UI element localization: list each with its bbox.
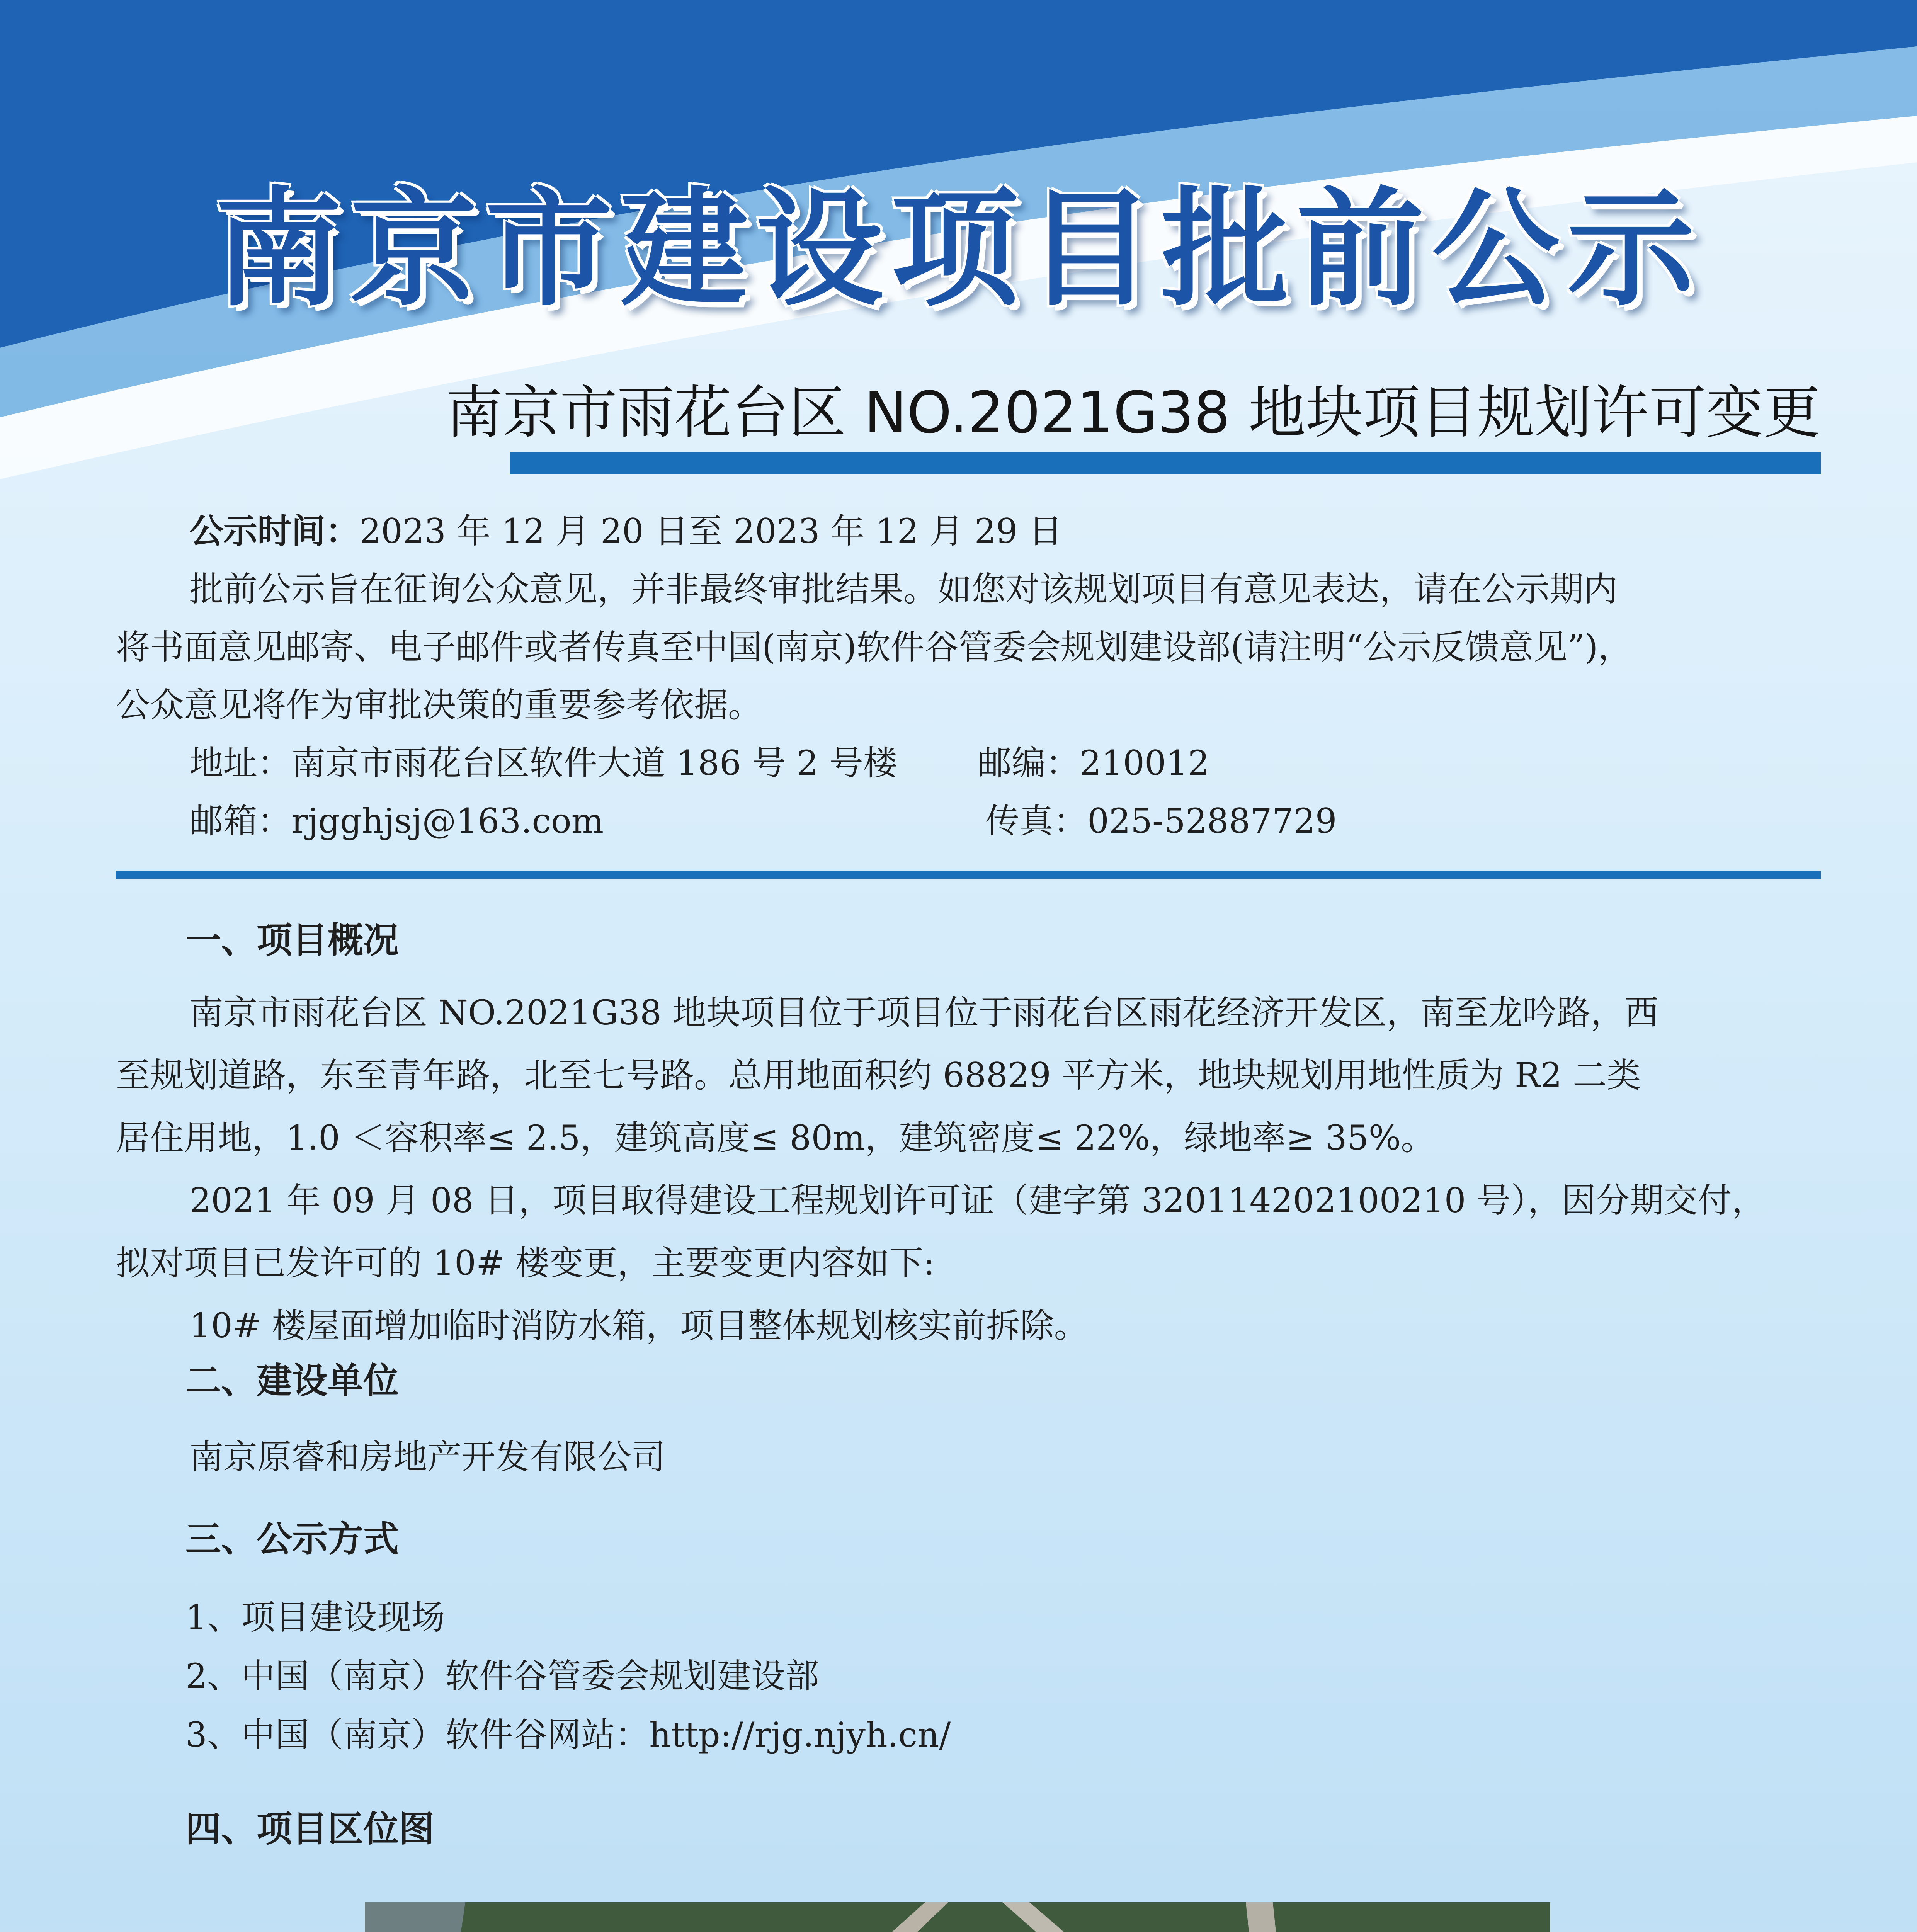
page-title: 南京市建设项目批前公示 bbox=[214, 173, 1703, 323]
notice-time-label: 公示时间： bbox=[189, 511, 360, 551]
notice-time-value: 2023 年 12 月 20 日至 2023 年 12 月 29 日 bbox=[359, 511, 1063, 551]
page-subtitle: 南京市雨花台区 NO.2021G38 地块项目规划许可变更 bbox=[446, 379, 1820, 446]
builder-name: 南京原睿和房地产开发有限公司 bbox=[189, 1437, 666, 1477]
contact-postcode: 邮编：210012 bbox=[978, 743, 1209, 783]
list-item: 3、中国（南京）软件谷网站：http://rjg.njyh.cn/ bbox=[185, 1715, 951, 1755]
notice-intro-line: 将书面意见邮寄、电子邮件或者传真至中国(南京)软件谷管委会规划建设部(请注明“公示反馈意见”)， bbox=[116, 627, 1632, 667]
title-underline bbox=[510, 452, 1821, 474]
overview-line: 2021 年 09 月 08 日，项目取得建设工程规划许可证（建字第 320114202100210 号），因分期交付， bbox=[189, 1180, 1766, 1220]
overview-line: 南京市雨花台区 NO.2021G38 地块项目位于项目位于雨花台区雨花经济开发区，南至龙吟路，西 bbox=[189, 993, 1659, 1032]
notice-intro-line: 批前公示旨在征询公众意见，并非最终审批结果。如您对该规划项目有意见表达，请在公示期内 bbox=[189, 569, 1618, 609]
overview-line: 居住用地，1.0 ＜容积率≤ 2.5，建筑高度≤ 80m，建筑密度≤ 22%，绿地率≥ 35%。 bbox=[116, 1118, 1435, 1158]
overview-line: 10# 楼屋面增加临时消防水箱，项目整体规划核实前拆除。 bbox=[189, 1306, 1088, 1345]
contact-address: 地址：南京市雨花台区软件大道 186 号 2 号楼 bbox=[189, 743, 897, 783]
contact-fax: 传真：025-52887729 bbox=[985, 801, 1337, 841]
notice-block bbox=[116, 502, 1821, 850]
overview-line: 至规划道路，东至青年路，北至七号路。总用地面积约 68829 平方米，地块规划用地性质为 R2 二类 bbox=[116, 1055, 1641, 1095]
section-heading-builder: 二、建设单位 bbox=[185, 1360, 399, 1401]
section-heading-overview: 一、项目概况 bbox=[185, 920, 399, 961]
location-map bbox=[365, 1902, 1550, 1932]
contact-email: 邮箱：rjgghjsj@163.com bbox=[189, 801, 604, 841]
notice-intro-line: 公众意见将作为审批决策的重要参考依据。 bbox=[116, 685, 762, 725]
methods-list bbox=[185, 1588, 1890, 1764]
section-heading-location: 四、项目区位图 bbox=[185, 1808, 435, 1850]
section-divider bbox=[116, 871, 1821, 879]
overview-text bbox=[116, 981, 1821, 1357]
section-heading-methods: 三、公示方式 bbox=[185, 1519, 399, 1560]
overview-line: 拟对项目已发许可的 10# 楼变更，主要变更内容如下: bbox=[116, 1243, 935, 1283]
list-item: 1、项目建设现场 bbox=[185, 1597, 445, 1637]
list-item: 2、中国（南京）软件谷管委会规划建设部 bbox=[185, 1656, 819, 1696]
